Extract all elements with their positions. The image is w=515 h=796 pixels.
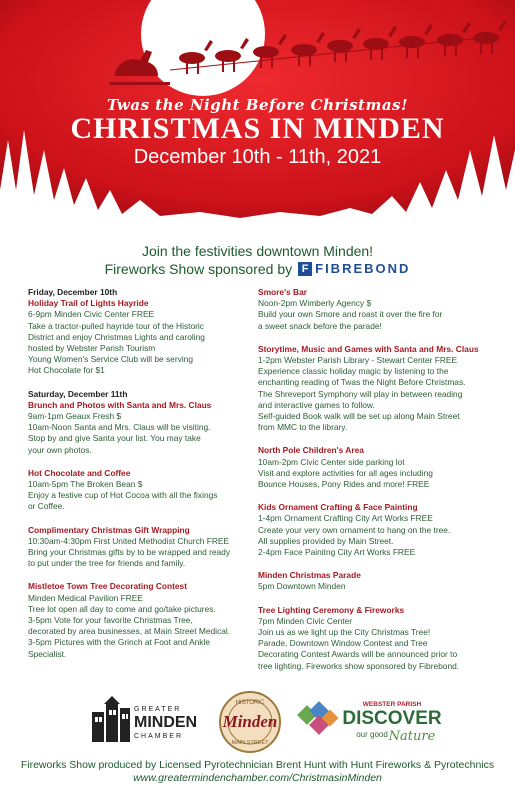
chamber-logo	[92, 696, 197, 742]
fireworks-credit: Fireworks Show produced by Licensed Pyrotechnician Brent Hunt with Hunt Fireworks & Pyrotechnics	[20, 759, 495, 771]
event-title: Holiday Trail of Lights Hayride	[28, 298, 149, 309]
mistletoe-section	[28, 581, 254, 659]
event-line: decorated by area businesses, at Main Street Medical.	[28, 626, 231, 637]
event-title: Complimentary Christmas Gift Wrapping	[28, 524, 190, 535]
north-pole-section	[258, 445, 490, 490]
event-line: tree lighting. Fireworks show sponsored by Fibrebond.	[258, 660, 460, 671]
event-line: Specialist.	[28, 648, 67, 659]
chamber-line3: CHAMBER	[134, 733, 184, 740]
main-street-bottom: MAIN STREET	[231, 740, 269, 746]
event-line: 10:30am-4:30pm First United Methodist Church FREE	[28, 535, 230, 546]
chamber-line1: GREATER	[134, 706, 182, 713]
event-line: 1-2pm Webster Parish Library - Stewart Center FREE	[258, 355, 458, 366]
discover-name: DISCOVER	[342, 708, 442, 729]
fibrebond-mark-icon: F	[298, 262, 312, 276]
event-line: Parade, Downtown Window Contest and Tree	[258, 638, 428, 649]
event-line: Visit and explore activities for all ages including	[258, 467, 433, 478]
event-line: Tree lot open all day to come and go/take pictures.	[28, 603, 216, 614]
event-line: Bring your Christmas gifts by to be wrapped and ready	[28, 547, 231, 558]
discover-script: Nature	[388, 729, 436, 744]
schedule-right-column	[258, 287, 490, 684]
day-heading: Saturday, December 11th	[28, 388, 128, 399]
fibrebond-logo	[298, 260, 410, 278]
event-line: Build your own Smore and roast it over the fire for	[258, 309, 443, 320]
event-line: a sweet snack before the parade!	[258, 320, 382, 331]
event-line: Noon-2pm Wimberly Agency $	[258, 298, 372, 309]
event-line: 9am-1pm Geaux Fresh $	[28, 411, 122, 422]
intro-line2: Fireworks Show sponsored by	[104, 261, 293, 277]
event-line: your own photos.	[28, 444, 92, 455]
hero-dates: December 10th - 11th, 2021	[133, 146, 382, 168]
event-line: Take a tractor-pulled hayride tour of the Historic	[28, 320, 204, 331]
gift-wrap-section	[28, 525, 254, 570]
footer	[0, 759, 515, 785]
chamber-line2: MINDEN	[134, 714, 198, 731]
event-line: Stop by and give Santa your list. You may take	[28, 433, 201, 444]
event-title: Tree Lighting Ceremony & Fireworks	[258, 604, 405, 615]
smores-section	[258, 287, 490, 332]
event-line: Enjoy a festive cup of Hot Cocoa with all the fixings	[28, 490, 218, 501]
event-title: Mistletoe Town Tree Decorating Contest	[28, 581, 187, 592]
saturday-brunch-section	[28, 389, 254, 456]
event-line: 2-4pm Face Painitng City Art Works FREE	[258, 547, 416, 558]
event-line: hosted by Webster Parish Tourism	[28, 343, 156, 354]
friday-section	[28, 287, 254, 377]
tree-lighting-section	[258, 605, 490, 672]
event-title: Hot Chocolate and Coffee	[28, 467, 131, 478]
event-line: Hot Chocolate for $1	[28, 365, 105, 376]
event-line: 7pm Minden Civic Center	[258, 615, 353, 626]
intro-line1: Join the festivities downtown Minden!	[141, 243, 374, 259]
main-street-logo	[220, 692, 280, 752]
parade-section	[258, 570, 490, 592]
hero-tagline: Twas the Night Before Christmas!	[106, 96, 409, 114]
event-line: 3-5pm Vote for your favorite Christmas Tree,	[28, 615, 193, 626]
event-line: 10am-Noon Santa and Mrs. Claus will be visiting.	[28, 422, 211, 433]
cocoa-section	[28, 468, 254, 513]
event-line: Create your very own ornament to hang on the tree.	[258, 524, 451, 535]
event-line: Experience classic holiday magic by listening to the	[258, 366, 449, 377]
intro-block	[0, 242, 515, 278]
event-title: Storytime, Music and Games with Santa and Mrs. Claus	[258, 343, 479, 354]
event-line: 10am-2pm Civic Center side parking lot	[258, 456, 405, 467]
schedule-left-column	[28, 287, 254, 672]
event-line: All supplies provided by Main Street.	[258, 535, 394, 546]
main-street-top: HISTORIC	[235, 700, 265, 706]
event-line: Decorating Contest Awards will be announced prior to	[258, 649, 458, 660]
event-title: Minden Christmas Parade	[258, 570, 361, 581]
event-line: Young Women's Service Club will be serving	[28, 354, 193, 365]
event-line: 6-9pm Minden Civic Center FREE	[28, 309, 155, 320]
hero-title: CHRISTMAS IN MINDEN	[70, 112, 445, 145]
event-line: and interactive games to follow.	[258, 399, 375, 410]
event-title: Smore's Bar	[258, 287, 308, 297]
website-link[interactable]: www.greatermindenchamber.com/ChristmasinMinden	[133, 772, 382, 784]
event-line: Join us as we light up the City Christmas Tree!	[258, 627, 431, 638]
event-title: North Pole Children's Area	[258, 445, 364, 456]
main-street-name: Minden	[222, 712, 278, 731]
event-line: 1-4pm Ornament Crafting City Art Works FREE	[258, 513, 433, 524]
ornament-section	[258, 502, 490, 558]
event-line: to put under the tree for friends and family.	[28, 558, 186, 569]
logos-art	[0, 690, 515, 758]
event-line: The Shreveport Symphony will play in between reading	[258, 388, 463, 399]
discover-top: WEBSTER PARISH	[362, 701, 422, 708]
sponsor-line	[0, 260, 515, 278]
event-line: Bounce Houses, Pony Rides and more! FREE	[258, 479, 430, 490]
event-title: Kids Ornament Crafting & Face Painting	[258, 502, 418, 513]
event-line: Minden Medical Pavilion FREE	[28, 592, 143, 603]
event-line: 5pm Downtown Minden	[258, 581, 346, 592]
day-heading: Friday, December 10th	[28, 287, 118, 297]
event-line: enchanting reading of Twas the Night Before Christmas.	[258, 377, 466, 388]
sponsor-logos	[0, 690, 515, 758]
discover-sub: our good	[356, 730, 388, 739]
storytime-section	[258, 344, 490, 434]
event-line: District and enjoy Christmas Lights and caroling	[28, 331, 205, 342]
event-line: from MMC to the library.	[258, 422, 348, 433]
event-line: Self-guided Book walk will be set up along Main Street	[258, 411, 460, 422]
hero-banner	[0, 0, 515, 232]
event-line: or Coffee.	[28, 501, 65, 512]
event-line: 3-5pm Pictures with the Grinch at Foot and Ankle	[28, 637, 211, 648]
discover-logo	[297, 701, 442, 744]
event-line: 10am-5pm The Broken Bean $	[28, 479, 143, 490]
event-title: Brunch and Photos with Santa and Mrs. Claus	[28, 399, 212, 410]
fibrebond-wordmark: FIBREBOND	[315, 261, 411, 276]
